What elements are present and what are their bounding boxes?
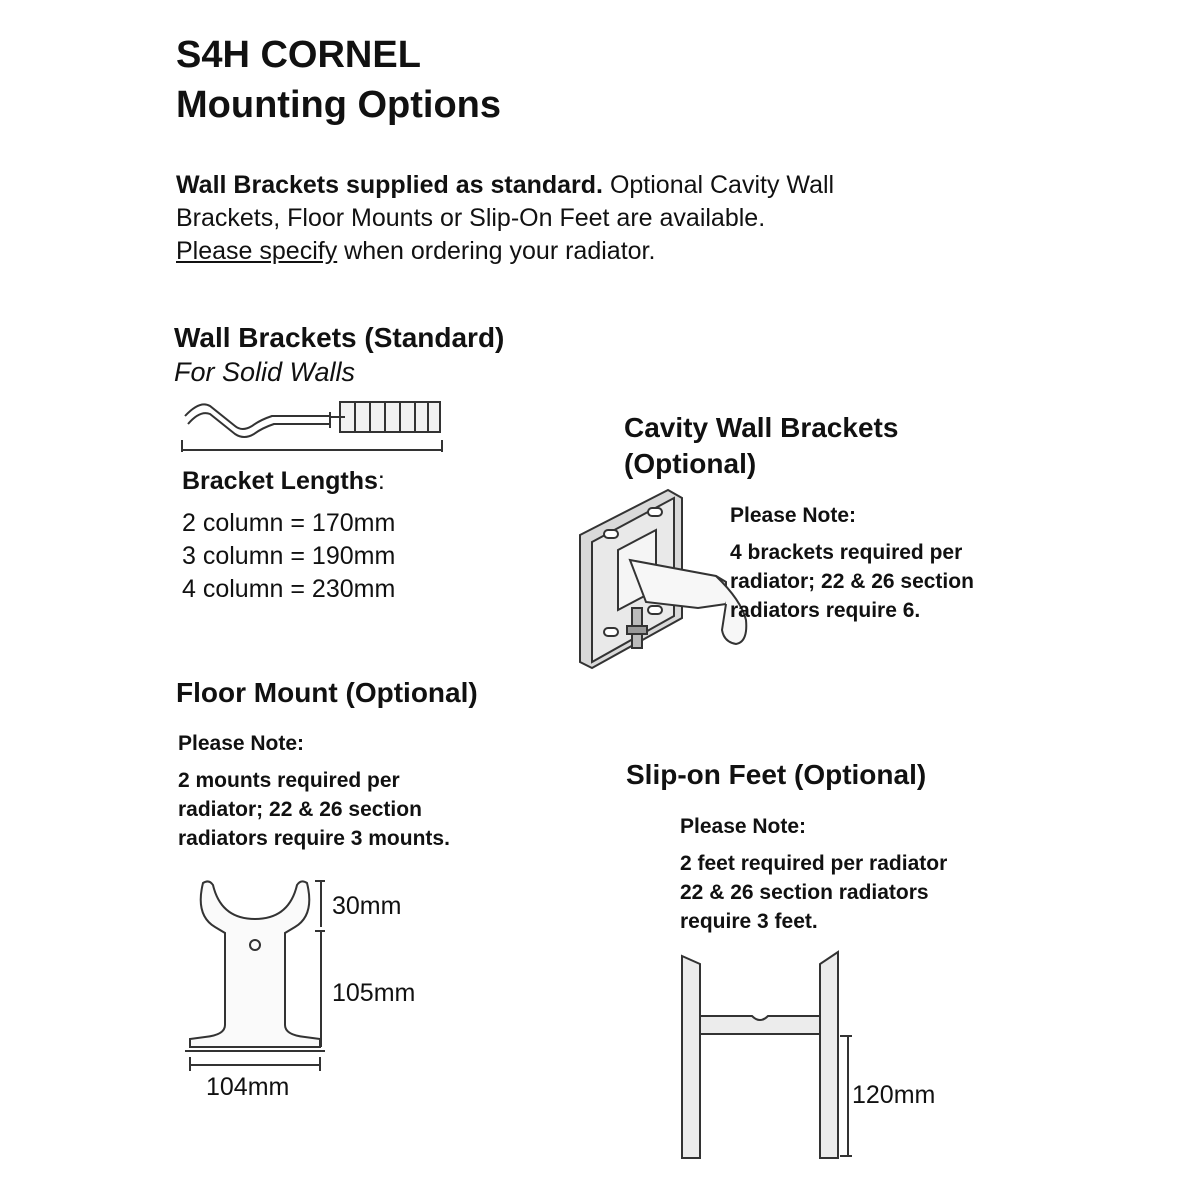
wall-brackets-heading: Wall Brackets (Standard): [174, 322, 505, 353]
slip-on-heading: Slip-on Feet (Optional): [626, 759, 927, 790]
floor-mount-heading: Floor Mount (Optional): [176, 677, 478, 708]
wall-brackets-subheading: For Solid Walls: [174, 357, 356, 387]
please-specify-link[interactable]: Please specify: [176, 237, 338, 265]
intro-line-3-rest: when ordering your radiator.: [337, 237, 656, 265]
bracket-lengths-list: [182, 507, 395, 606]
title-line-1: S4H CORNEL: [176, 34, 421, 76]
intro-rest: Optional Cavity Wall: [603, 171, 835, 199]
intro-line-2: Brackets, Floor Mounts or Slip-On Feet are available.: [176, 204, 766, 232]
wall-bracket-illustration: [180, 392, 450, 462]
floor-mount-illustration: [185, 875, 345, 1085]
slip-on-note-heading: Please Note:: [680, 815, 807, 838]
slip-on-dim-height: 120mm: [852, 1081, 936, 1109]
bracket-length-4-column: 4 column = 230mm: [182, 575, 396, 603]
slip-on-foot-illustration: [680, 950, 860, 1165]
slip-on-note: 2 feet required per radiator 22 & 26 section radiators require 3 feet.: [680, 852, 948, 933]
floor-mount-dim-height: 105mm: [332, 979, 416, 1007]
bracket-lengths-heading: Bracket Lengths:: [182, 467, 385, 495]
floor-mount-note-heading: Please Note:: [178, 732, 305, 755]
bracket-length-2-column: 2 column = 170mm: [182, 509, 396, 537]
page-title: [176, 30, 501, 130]
intro-paragraph: [176, 169, 1076, 268]
floor-mount-dim-width: 104mm: [206, 1073, 290, 1101]
floor-mount-note: 2 mounts required per radiator; 22 & 26 section radiators require 3 mounts.: [178, 769, 450, 850]
cavity-note: 4 brackets required per radiator; 22 & 26 section radiators require 6.: [730, 541, 974, 622]
cavity-note-heading: Please Note:: [730, 504, 857, 527]
bracket-length-3-column: 3 column = 190mm: [182, 542, 396, 570]
cavity-heading: Cavity Wall Brackets (Optional): [624, 412, 899, 479]
title-line-2: Mounting Options: [176, 84, 502, 126]
intro-bold: Wall Brackets supplied as standard.: [176, 171, 603, 199]
floor-mount-dim-top: 30mm: [332, 892, 402, 920]
